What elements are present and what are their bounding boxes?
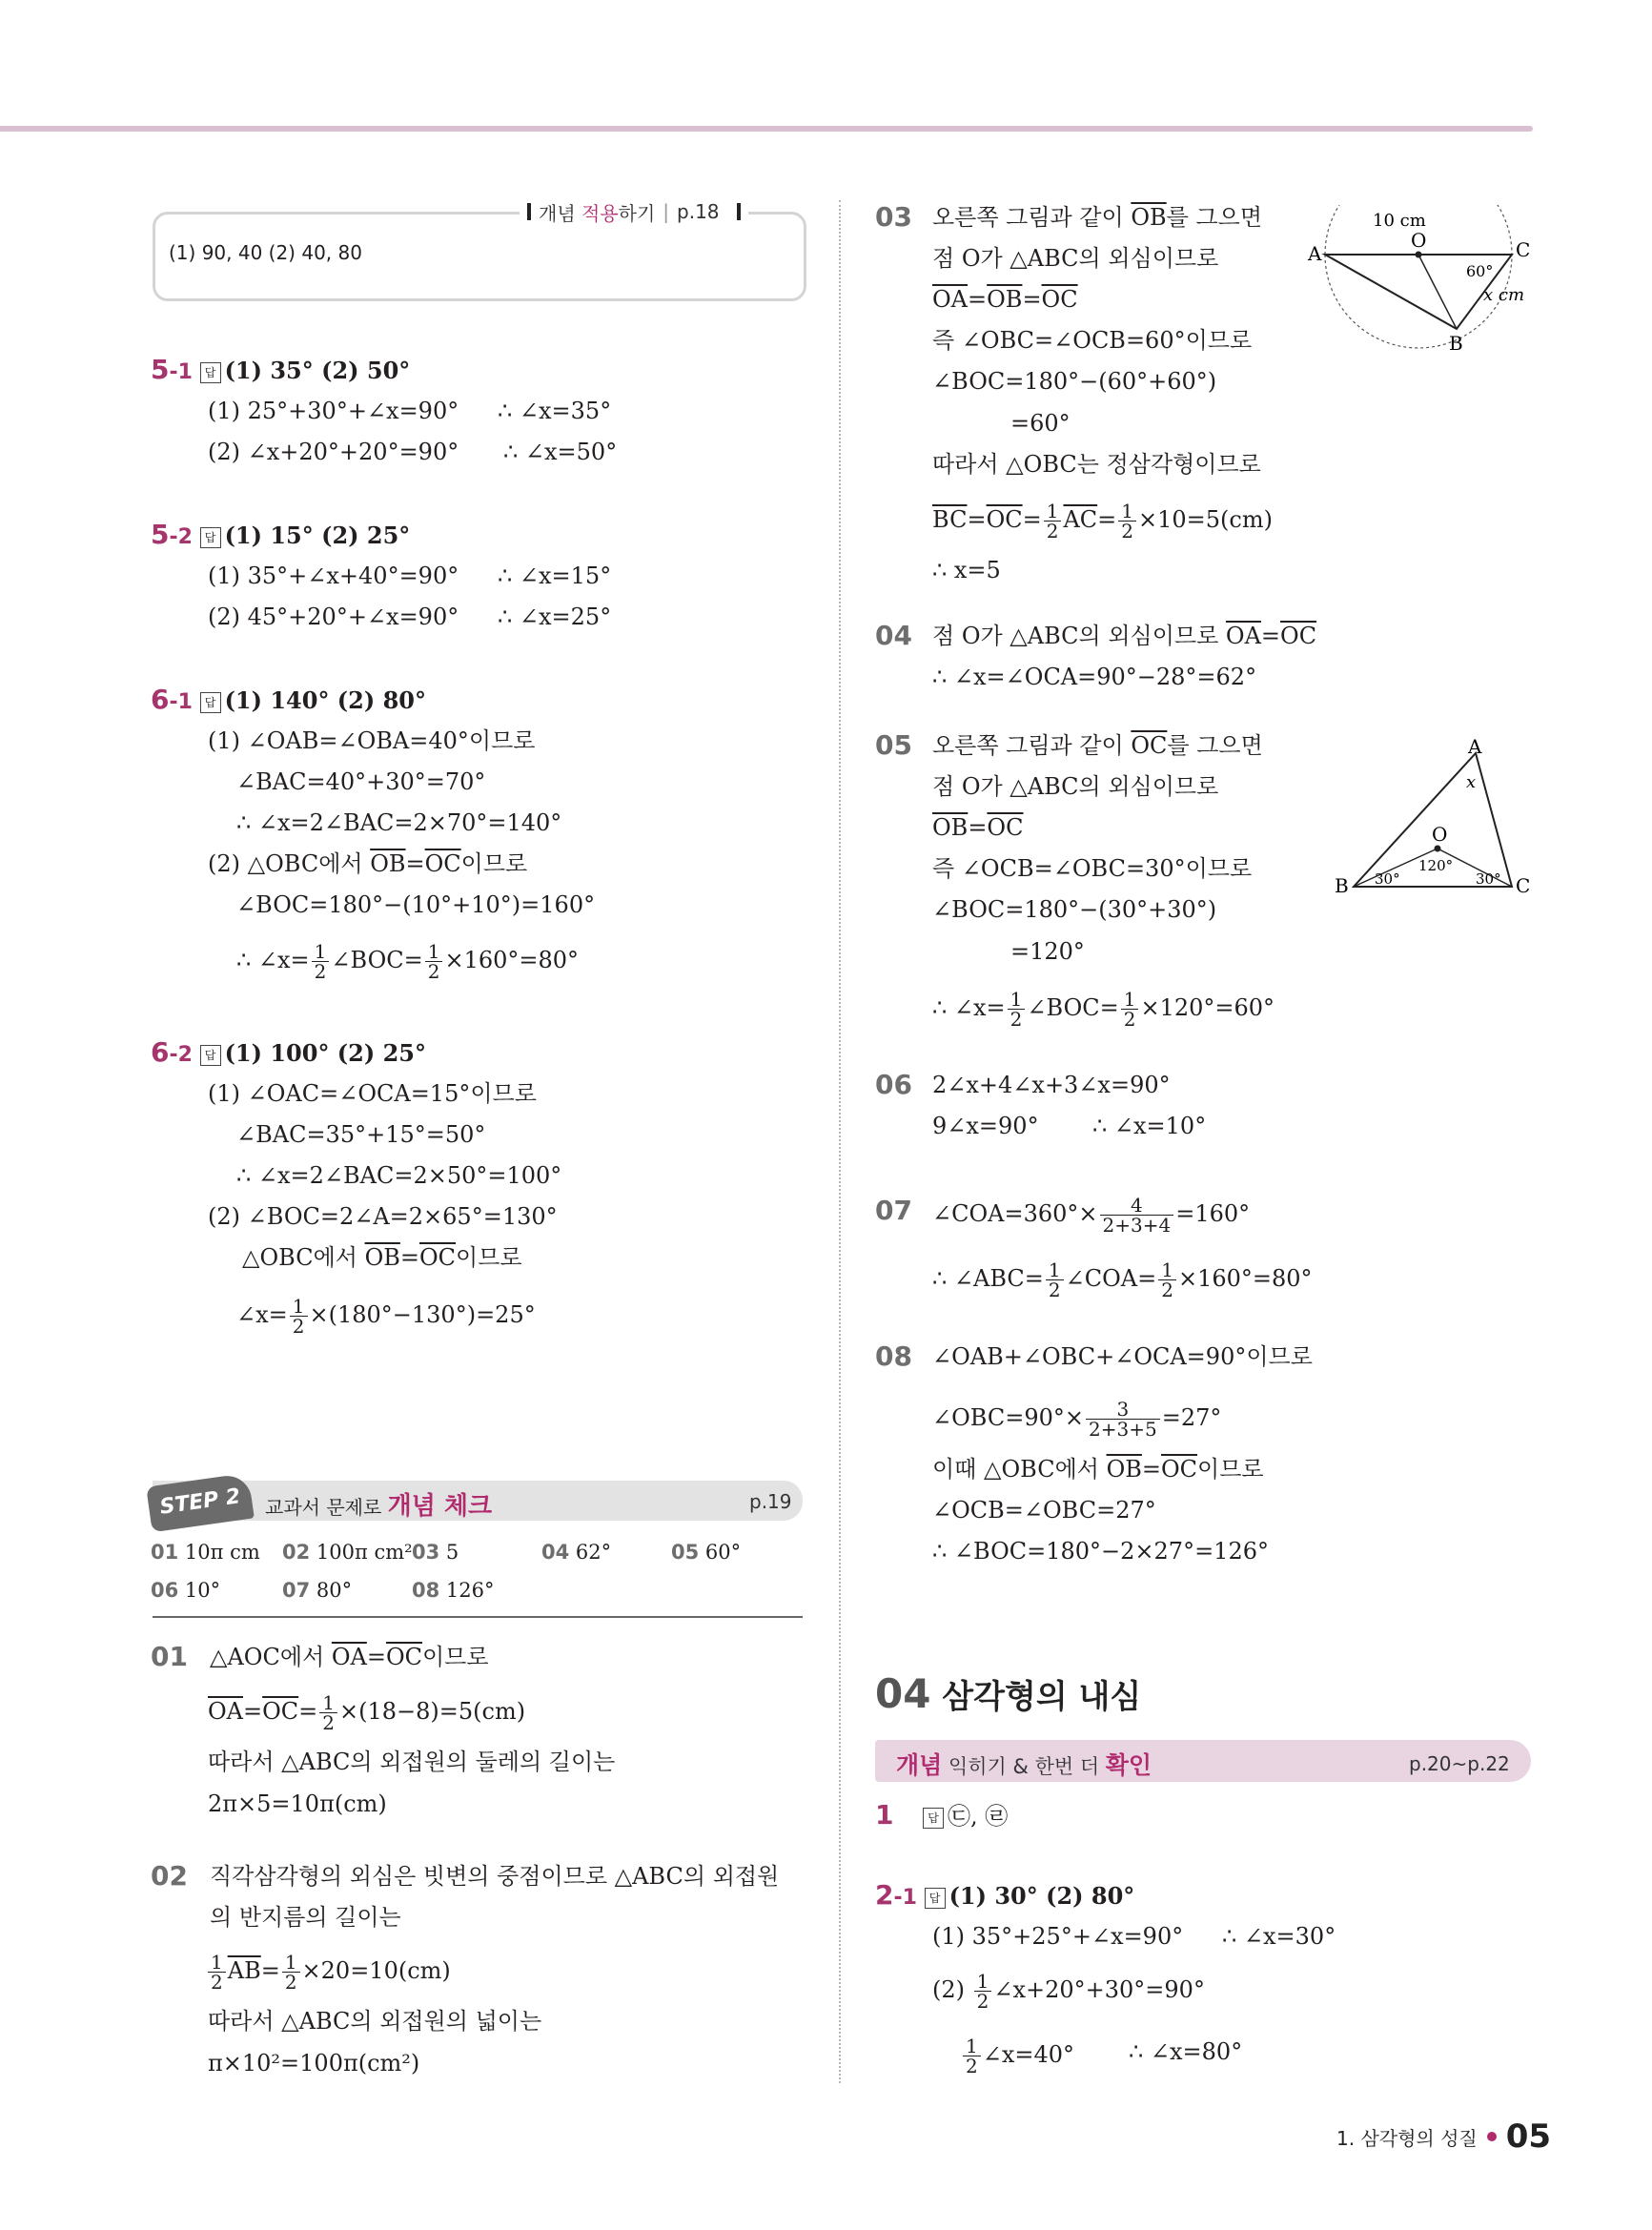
question-04: 04 (875, 620, 912, 651)
solution-line: ∴ ∠x=35° (498, 398, 612, 424)
solution-line: =120° (1010, 938, 1085, 965)
step2-page: p.19 (749, 1490, 792, 1513)
point-o (1416, 252, 1422, 258)
fraction: $\frac{1}{2}$ (1118, 501, 1136, 541)
page-number: 05 (1505, 2117, 1552, 2156)
solution-line: (2) △OBC에서 $\overline{OB}=\overline{OC}$이므로 (208, 850, 528, 877)
solution-line: ∠BAC=40°+30°=70° (236, 768, 486, 795)
answer-item: 01 10π cm (151, 1541, 260, 1564)
solution-line: ∠BOC=180°−(10°+10°)=160° (236, 891, 596, 918)
solution-line: =60° (1010, 410, 1071, 437)
answer-item: 03 5 (412, 1541, 459, 1564)
solution-line: (2) 45°+20°+∠x=90° (208, 604, 459, 630)
fraction: $\frac{1}{2}$ (312, 942, 330, 981)
label-o: O (1432, 823, 1448, 846)
fraction: $\frac{1}{2}$ (425, 942, 443, 981)
triangle-figure-03 (1296, 205, 1544, 358)
bracket-right-icon (737, 203, 741, 220)
solution-line: ∠OBC=90°× $\frac{3}{2+3+5}$ =27° (932, 1398, 1222, 1441)
answer-icon: 답 (200, 527, 221, 548)
question-07: 07 (875, 1195, 912, 1226)
label-b: B (1335, 874, 1349, 897)
label-x: x (1466, 772, 1477, 792)
concept-title: 개념 익히기 & 한번 더 확인 (896, 1751, 1152, 1779)
solution-line: (1) 35°+∠x+40°=90° (208, 563, 459, 589)
solution-line: (1) 25°+30°+∠x=90° (208, 398, 459, 424)
box-header-page: p.18 (677, 200, 720, 223)
solution-line: ∠OCB=∠OBC=27° (932, 1497, 1156, 1524)
label-c: C (1516, 874, 1531, 897)
solution-line: ∴ ∠x=30° (1222, 1923, 1336, 1950)
solution-line: (2) ∠x+20°+20°=90° (208, 439, 459, 465)
answer: ㉢, ㉣ (948, 1803, 1009, 1830)
problem-number: 6-2 (151, 1036, 193, 1068)
answer: (1) 100° (2) 25° (224, 1039, 426, 1067)
fraction: $\frac{1}{2}$ (963, 2036, 981, 2076)
fraction: $\frac{1}{2}$ (1046, 1260, 1064, 1299)
solution-line: ∴ ∠x=2∠BAC=2×50°=100° (236, 1162, 562, 1189)
label-a: A (1308, 242, 1322, 265)
solution-line: (2) ∠BOC=2∠A=2×65°=130° (208, 1203, 558, 1230)
solution-line: ∴ ∠x=80° (1129, 2038, 1243, 2065)
solution-line: 따라서 △ABC의 외접원의 넓이는 (208, 2008, 542, 2035)
bracket-left-icon (527, 203, 531, 220)
answer-item: 07 80° (282, 1579, 353, 1602)
section-title: 04 삼각형의 내심 (875, 1670, 1142, 1717)
label-a: A (1468, 735, 1482, 758)
answer-icon: 답 (200, 362, 221, 383)
label-30-right: 30° (1476, 870, 1501, 888)
section-rule (153, 1616, 803, 1618)
answer: (1) 35° (2) 50° (224, 357, 411, 384)
problem-5-2-header (151, 520, 410, 553)
label-c: C (1516, 238, 1531, 261)
solution-line: ∴ ∠BOC=180°−2×27°=126° (932, 1538, 1269, 1565)
solution-line: $\overline{OA}=\overline{OC}=$ $\frac{1}{2}$ ×(18−8)=5(cm) (208, 1691, 526, 1734)
fraction: $\frac{1}{2}$ (1121, 990, 1139, 1029)
solution-line: ∴ ∠x=10° (1092, 1113, 1207, 1139)
solution-line: ∴ ∠x=∠OCA=90°−28°=62° (932, 664, 1257, 690)
solution-line: △OBC에서 $\overline{OB}=\overline{OC}$이므로 (242, 1244, 522, 1271)
triangle-figure-05 (1325, 734, 1544, 901)
solution-line: 즉 ∠OCB=∠OBC=30°이므로 (932, 855, 1253, 882)
fraction: $\frac{1}{2}$ (319, 1693, 337, 1732)
solution-line: ∴ ∠x=2∠BAC=2×70°=140° (236, 809, 562, 836)
fraction: $\frac{1}{2}$ (282, 1953, 300, 1992)
solution-line: 오른쪽 그림과 같이 $\overline{OC}$를 그으면 (932, 732, 1263, 759)
solution-line: (1) ∠OAB=∠OBA=40°이므로 (208, 727, 536, 754)
solution-line: $\frac{1}{2}$ ∠x=40° (961, 2036, 1074, 2076)
answer: (1) 140° (2) 80° (224, 686, 426, 714)
solution-line: $\overline{BC}=\overline{OC}=$ $\frac{1}{2}$ $\overline{AC}=$ $\frac{1}{2}$ ×10=5(cm) (932, 500, 1273, 542)
step2-badge: STEP 2 (146, 1473, 255, 1533)
box-header-title: 개념 적용하기 (539, 201, 656, 225)
answer-icon: 답 (925, 1888, 946, 1909)
solution-line: ∴ ∠x= $\frac{1}{2}$ ∠BOC= $\frac{1}{2}$ ×160°=80° (236, 940, 580, 983)
solution-line: ∴ ∠x=25° (498, 604, 612, 630)
answer-icon: 답 (200, 692, 221, 713)
solution-line: ∴ ∠x= $\frac{1}{2}$ ∠BOC= $\frac{1}{2}$ ×120°=60° (932, 988, 1275, 1031)
solution-line: (2) $\frac{1}{2}$ ∠x+20°+30°=90° (932, 1970, 1205, 2013)
solution-line: 직각삼각형의 외심은 빗변의 중점이므로 △ABC의 외접원 (210, 1863, 780, 1890)
problem-1-header: 1 답 ㉢, ㉣ (875, 1799, 1009, 1831)
solution-line: (1) 35°+25°+∠x=90° (932, 1923, 1184, 1950)
fraction: $\frac{4}{2+3+4}$ (1100, 1196, 1174, 1235)
question-03: 03 (875, 201, 912, 233)
problem-number: 6-1 (151, 684, 193, 715)
solution-line: 2π×5=10π(cm) (208, 1790, 387, 1817)
separator-icon: | (663, 200, 670, 223)
solution-line: $\frac{1}{2}$ $\overline{AB}=$ $\frac{1}{2}$ ×20=10(cm) (206, 1953, 451, 1992)
fraction: $\frac{1}{2}$ (208, 1953, 226, 1992)
solution-line: 오른쪽 그림과 같이 $\overline{OB}$를 그으면 (932, 204, 1263, 231)
solution-line: ∠OAB+∠OBC+∠OCA=90°이므로 (932, 1343, 1313, 1370)
fraction: $\frac{1}{2}$ (290, 1297, 308, 1336)
solution-line: π×10²=100π(cm²) (208, 2050, 420, 2077)
solution-line: ∠COA=360°× $\frac{4}{2+3+4}$ =160° (932, 1194, 1251, 1237)
question-08: 08 (875, 1340, 912, 1372)
problem-2-1-header: 2-1 답 (1) 30° (2) 80° (875, 1879, 1135, 1911)
page-footer (1336, 2117, 1551, 2156)
question-06: 06 (875, 1069, 912, 1100)
answer-item: 06 10° (151, 1579, 221, 1602)
solution-line: 즉 ∠OBC=∠OCB=60°이므로 (932, 327, 1253, 354)
concept-page: p.20~p.22 (1409, 1752, 1510, 1775)
label-b: B (1449, 332, 1463, 355)
label-10cm: 10 cm (1373, 211, 1426, 231)
problem-number: 5-2 (151, 519, 193, 550)
problem-6-2-header (151, 1037, 426, 1071)
bullet-icon (1487, 2132, 1497, 2141)
point-o (1435, 846, 1441, 852)
fraction: $\frac{1}{2}$ (1158, 1260, 1176, 1299)
solution-line: ∠BAC=35°+15°=50° (236, 1121, 486, 1148)
solution-line: ∴ x=5 (932, 557, 1001, 583)
step2-title: 교과서 문제로 개념 체크 (265, 1492, 493, 1521)
solution-line: 점 O가 △ABC의 외심이므로 $\overline{OA}=\overline{OC}$ (932, 623, 1317, 649)
fraction: $\frac{1}{2}$ (1008, 990, 1026, 1029)
chapter-name: 1. 삼각형의 성질 (1336, 2126, 1478, 2150)
solution-line: ∠x= $\frac{1}{2}$ ×(180°−130°)=25° (236, 1295, 536, 1338)
problem-number: 5-1 (151, 354, 193, 385)
solution-line: ∴ ∠x=15° (498, 563, 612, 589)
solution-line: 따라서 △OBC는 정삼각형이므로 (932, 451, 1261, 478)
solution-line: ∴ ∠ABC= $\frac{1}{2}$ ∠COA= $\frac{1}{2}$ ×160°=80° (932, 1258, 1313, 1301)
solution-line: ∠BOC=180°−(30°+30°) (932, 896, 1217, 923)
solution-line: 이때 △OBC에서 $\overline{OB}=\overline{OC}$이므로 (932, 1456, 1264, 1483)
solution-line: 따라서 △ABC의 외접원의 둘레의 길이는 (208, 1749, 616, 1775)
solution-line: 점 O가 △ABC의 외심이므로 (932, 773, 1219, 800)
answer-item: 02 100π cm² (282, 1541, 413, 1564)
answer-icon: 답 (923, 1808, 944, 1829)
box-header (520, 196, 748, 227)
answer-icon: 답 (200, 1045, 221, 1066)
solution-line: ∠BOC=180°−(60°+60°) (932, 368, 1217, 395)
label-120: 120° (1418, 857, 1454, 874)
label-60: 60° (1466, 262, 1494, 280)
box-content: (1) 90, 40 (2) 40, 80 (169, 241, 362, 264)
label-o: O (1411, 229, 1427, 252)
solution-line: 2∠x+4∠x+3∠x=90° (932, 1072, 1171, 1098)
solution-line: (1) ∠OAC=∠OCA=15°이므로 (208, 1080, 537, 1107)
answer: (1) 30° (2) 80° (948, 1882, 1135, 1910)
fraction: $\frac{1}{2}$ (1044, 501, 1062, 541)
question-01: 01 (151, 1641, 188, 1672)
answer-item: 05 60° (671, 1541, 742, 1564)
answer: (1) 15° (2) 25° (224, 522, 411, 549)
solution-line: $\overline{OA}=\overline{OB}=\overline{OC}$ (932, 286, 1078, 313)
problem-6-1-header (151, 685, 426, 718)
solution-line: △AOC에서 $\overline{OA}=\overline{OC}$이므로 (210, 1644, 489, 1670)
fraction: $\frac{3}{2+3+5}$ (1086, 1400, 1160, 1439)
solution-line: 의 반지름의 길이는 (210, 1904, 401, 1931)
solution-line: $\overline{OB}=\overline{OC}$ (932, 814, 1024, 841)
solution-line: 점 O가 △ABC의 외심이므로 (932, 245, 1219, 272)
solution-line: ∴ ∠x=50° (503, 439, 618, 465)
column-divider (839, 200, 841, 2083)
solution-line: 9∠x=90° (932, 1113, 1039, 1139)
fraction: $\frac{1}{2}$ (974, 1972, 992, 2011)
top-accent-bar (0, 126, 1533, 132)
question-02: 02 (151, 1860, 188, 1892)
answer-item: 08 126° (412, 1579, 495, 1602)
question-05: 05 (875, 729, 912, 761)
label-30-left: 30° (1375, 870, 1400, 888)
problem-5-1-header (151, 355, 410, 388)
label-xcm: x cm (1483, 285, 1525, 305)
answer-item: 04 62° (541, 1541, 612, 1564)
